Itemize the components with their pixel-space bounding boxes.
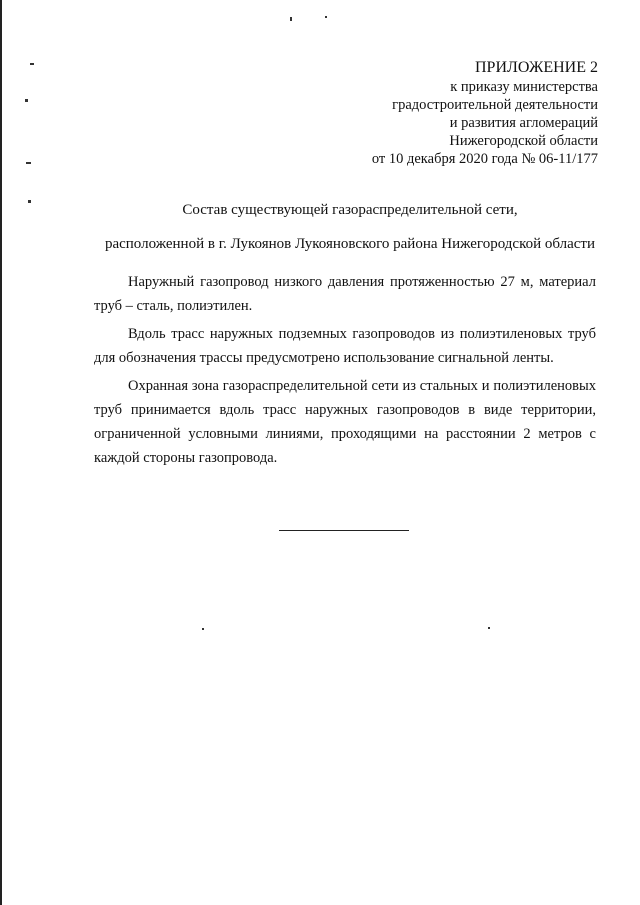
appendix-line: от 10 декабря 2020 года № 06-11/177: [371, 151, 598, 167]
paragraph: Вдоль трасс наружных подземных газопроводов из полиэтиленовых труб для обозначения трассы предусмотрено использование сигнальной ленты.: [94, 326, 596, 366]
paragraph: Наружный газопровод низкого давления протяженностью 27 м, материал труб – сталь, полиэтилен.: [94, 274, 596, 314]
title-line-1: Состав существующей газораспределительной сети,: [182, 202, 518, 218]
document-body: [94, 270, 596, 474]
appendix-block: [372, 58, 598, 168]
scan-speck: [25, 99, 28, 102]
scan-speck: [290, 17, 292, 21]
paragraph: Охранная зона газораспределительной сети из стальных и полиэтиленовых труб принимается вдоль трасс наружных газопроводов в виде территории, ограниченной условными линиями, проходящими на расстоянии 2 метров с каждой стороны газопровода.: [94, 378, 596, 466]
scan-speck: [26, 162, 31, 164]
end-separator-line: [279, 530, 409, 531]
appendix-label: ПРИЛОЖЕНИЕ 2: [474, 59, 598, 76]
scan-speck: [488, 627, 490, 629]
title-line-2: расположенной в г. Лукоянов Лукояновского района Нижегородской области: [104, 236, 596, 252]
appendix-line: Нижегородской области: [449, 133, 598, 149]
appendix-line: к приказу министерства: [450, 79, 598, 95]
document-title: [70, 193, 630, 261]
scan-speck: [325, 16, 327, 18]
appendix-line: градостроительной деятельности: [392, 97, 598, 113]
scan-speck: [202, 628, 204, 630]
scan-edge-line: [0, 0, 2, 905]
scan-speck: [30, 63, 34, 65]
appendix-line: и развития агломераций: [449, 115, 598, 131]
scan-speck: [28, 200, 31, 203]
